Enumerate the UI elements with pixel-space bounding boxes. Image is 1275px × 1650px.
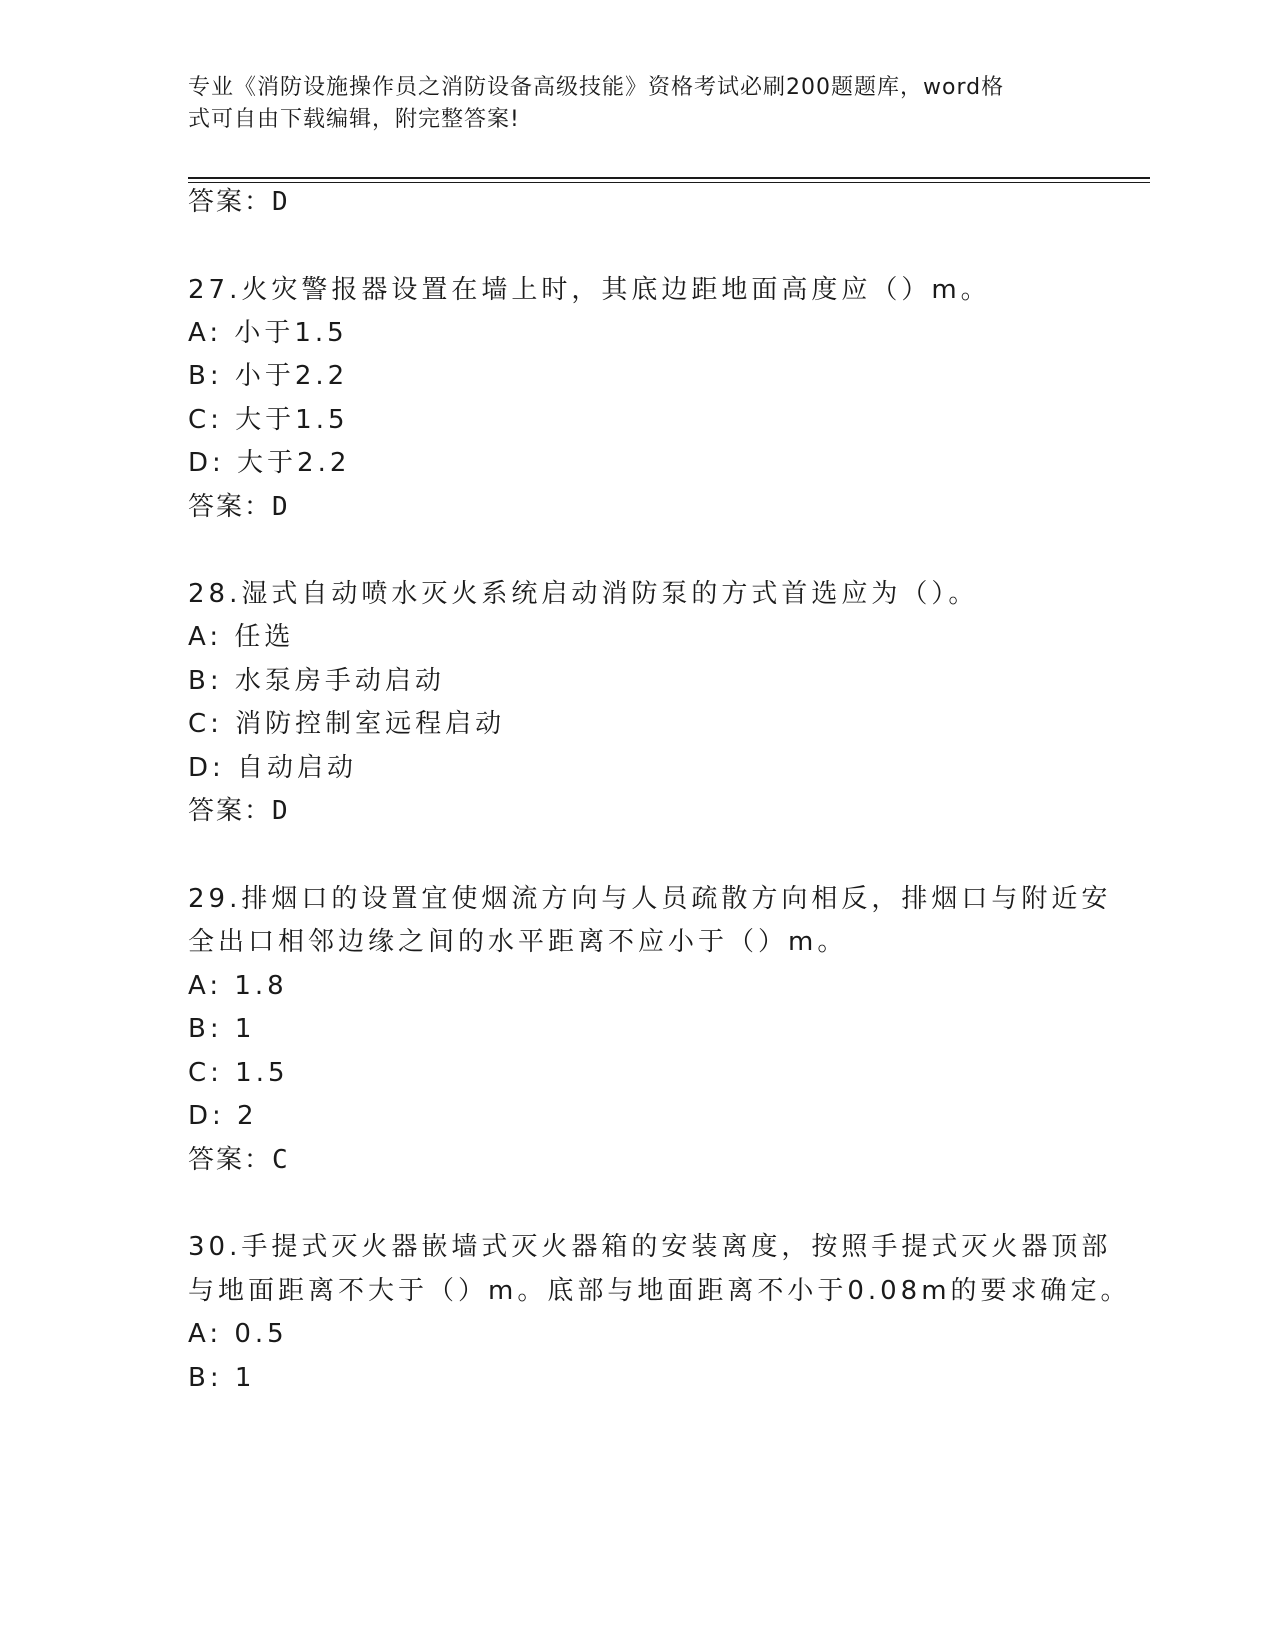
- question-29-option-a: A: 1.8: [188, 971, 288, 1001]
- question-27-text: 27.火灾警报器设置在墙上时，其底边距地面高度应（）m。: [188, 275, 991, 305]
- question-30-text-line-1: 30.手提式灭火器嵌墙式灭火器箱的安装离度，按照手提式灭火器顶部: [188, 1232, 1112, 1262]
- question-27-option-a: A: 小于1.5: [188, 318, 348, 348]
- question-30-option-a: A: 0.5: [188, 1319, 288, 1349]
- question-28-text: 28.湿式自动喷水灭火系统启动消防泵的方式首选应为（）。: [188, 579, 979, 609]
- question-27-option-b: B: 小于2.2: [188, 361, 349, 391]
- question-27-option-c: C: 大于1.5: [188, 405, 349, 435]
- answer-label: 答案：: [188, 1145, 273, 1175]
- question-29-option-c: C: 1.5: [188, 1058, 289, 1088]
- question-30-text-line-2: 与地面距离不大于（）m。底部与地面距离不小于0.08m的要求确定。: [188, 1276, 1131, 1306]
- question-28-option-c: C: 消防控制室远程启动: [188, 709, 506, 739]
- answer-value: D: [272, 796, 290, 826]
- question-29-answer: [188, 1140, 1088, 1180]
- question-29-option-b: B: 1: [188, 1014, 256, 1044]
- answer-value: D: [272, 492, 290, 522]
- question-29-option-d: D: 2: [188, 1101, 258, 1131]
- answer-value: C: [272, 1145, 290, 1175]
- answer-label: 答案：: [188, 187, 273, 217]
- question-28-answer: [188, 791, 1088, 831]
- question-27-answer: [188, 487, 1088, 527]
- question-29-text-line-2: 全出口相邻边缘之间的水平距离不应小于（）m。: [188, 927, 848, 957]
- header-line-2: 式可自由下载编辑，附完整答案!: [188, 107, 520, 132]
- header-divider-thick: [188, 177, 1150, 179]
- question-27-option-d: D: 大于2.2: [188, 448, 351, 478]
- answer-label: 答案：: [188, 796, 273, 826]
- answer-label: 答案：: [188, 492, 273, 522]
- header-line-1: 专业《消防设施操作员之消防设备高级技能》资格考试必刷200题题库，word格: [188, 75, 1005, 100]
- question-28-option-b: B: 水泵房手动启动: [188, 666, 445, 696]
- question-28-option-a: A: 任选: [188, 622, 295, 652]
- question-28-option-d: D: 自动启动: [188, 753, 358, 783]
- question-30-option-b: B: 1: [188, 1363, 256, 1393]
- document-header: [188, 72, 1068, 136]
- answer-value: D: [272, 187, 290, 217]
- question-29-text-line-1: 29.排烟口的设置宜使烟流方向与人员疏散方向相反，排烟口与附近安: [188, 884, 1112, 914]
- prev-answer: [188, 182, 1088, 222]
